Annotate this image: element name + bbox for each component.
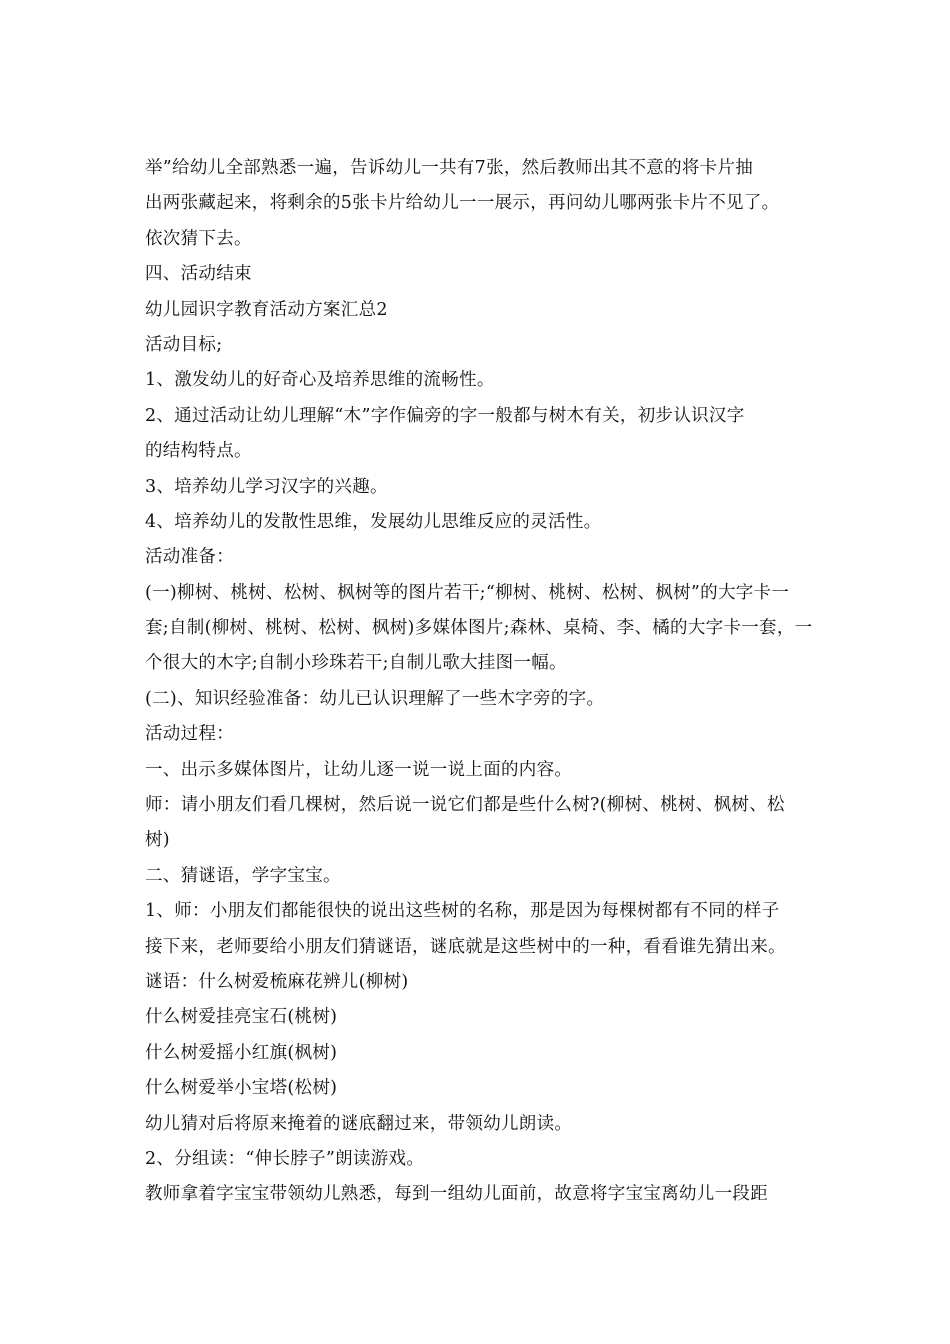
document-body <box>145 151 820 1213</box>
paragraph-line: 幼儿猜对后将原来掩着的谜底翻过来，带领幼儿朗读。 <box>145 1113 573 1134</box>
paragraph-line: 依次猜下去。 <box>145 228 252 249</box>
section-heading: 活动过程： <box>145 724 234 745</box>
section-heading: 四、活动结束 <box>145 264 252 285</box>
paragraph-line: (一)柳树、桃树、松树、枫树等的图片若干;“柳树、桃树、松树、枫树”的大字卡一 <box>145 582 790 603</box>
paragraph-line: 接下来，老师要给小朋友们猜谜语，谜底就是这些树中的一种，看看谁先猜出来。 <box>145 936 786 957</box>
paragraph-line: 出两张藏起来，将剩余的5张卡片给幼儿一一展示，再问幼儿哪两张卡片不见了。 <box>145 193 780 214</box>
riddle-line: 谜语：什么树爱梳麻花辨儿(柳树) <box>145 971 409 992</box>
paragraph-line: 2、分组读：“伸长脖子”朗读游戏。 <box>145 1148 425 1169</box>
riddle-line: 什么树爱举小宝塔(松树) <box>145 1078 338 1099</box>
list-item-continuation: 的结构特点。 <box>145 441 252 462</box>
paragraph-line: 1、师：小朋友们都能很快的说出这些树的名称，那是因为每棵树都有不同的样子 <box>145 901 780 922</box>
paragraph-line: (二)、知识经验准备：幼儿已认识理解了一些木字旁的字。 <box>145 688 605 709</box>
list-item: 2、通过活动让幼儿理解“木”字作偏旁的字一般都与树木有关，初步认识汉字 <box>145 405 745 426</box>
list-item: 4、培养幼儿的发散性思维，发展幼儿思维反应的灵活性。 <box>145 511 602 532</box>
list-item: 3、培养幼儿学习汉字的兴趣。 <box>145 476 388 497</box>
riddle-line: 什么树爱挂亮宝石(桃树) <box>145 1007 338 1028</box>
paragraph-line: 教师拿着字宝宝带领幼儿熟悉，每到一组幼儿面前，故意将字宝宝离幼儿一段距 <box>145 1184 768 1205</box>
paragraph-line: 举”给幼儿全部熟悉一遍，告诉幼儿一共有7张，然后教师出其不意的将卡片抽 <box>145 158 754 178</box>
list-item: 1、激发幼儿的好奇心及培养思维的流畅性。 <box>145 370 495 391</box>
document-subtitle: 幼儿园识字教育活动方案汇总2 <box>145 299 388 320</box>
paragraph-line: 个很大的木字;自制小珍珠若干;自制儿歌大挂图一幅。 <box>145 653 567 674</box>
section-heading: 活动准备： <box>145 547 234 568</box>
paragraph-line: 树) <box>145 830 170 851</box>
section-heading: 活动目标; <box>145 334 223 355</box>
paragraph-line: 师：请小朋友们看几棵树，然后说一说它们都是些什么树?(柳树、桃树、枫树、松 <box>145 795 785 816</box>
paragraph-line: 套;自制(柳树、桃树、松树、枫树)多媒体图片;森林、桌椅、李、橘的大字卡一套，一 <box>145 618 813 639</box>
paragraph-line: 一、出示多媒体图片，让幼儿逐一说一说上面的内容。 <box>145 759 573 780</box>
riddle-line: 什么树爱摇小红旗(枫树) <box>145 1042 338 1063</box>
paragraph-line: 二、猜谜语，学字宝宝。 <box>145 865 341 886</box>
